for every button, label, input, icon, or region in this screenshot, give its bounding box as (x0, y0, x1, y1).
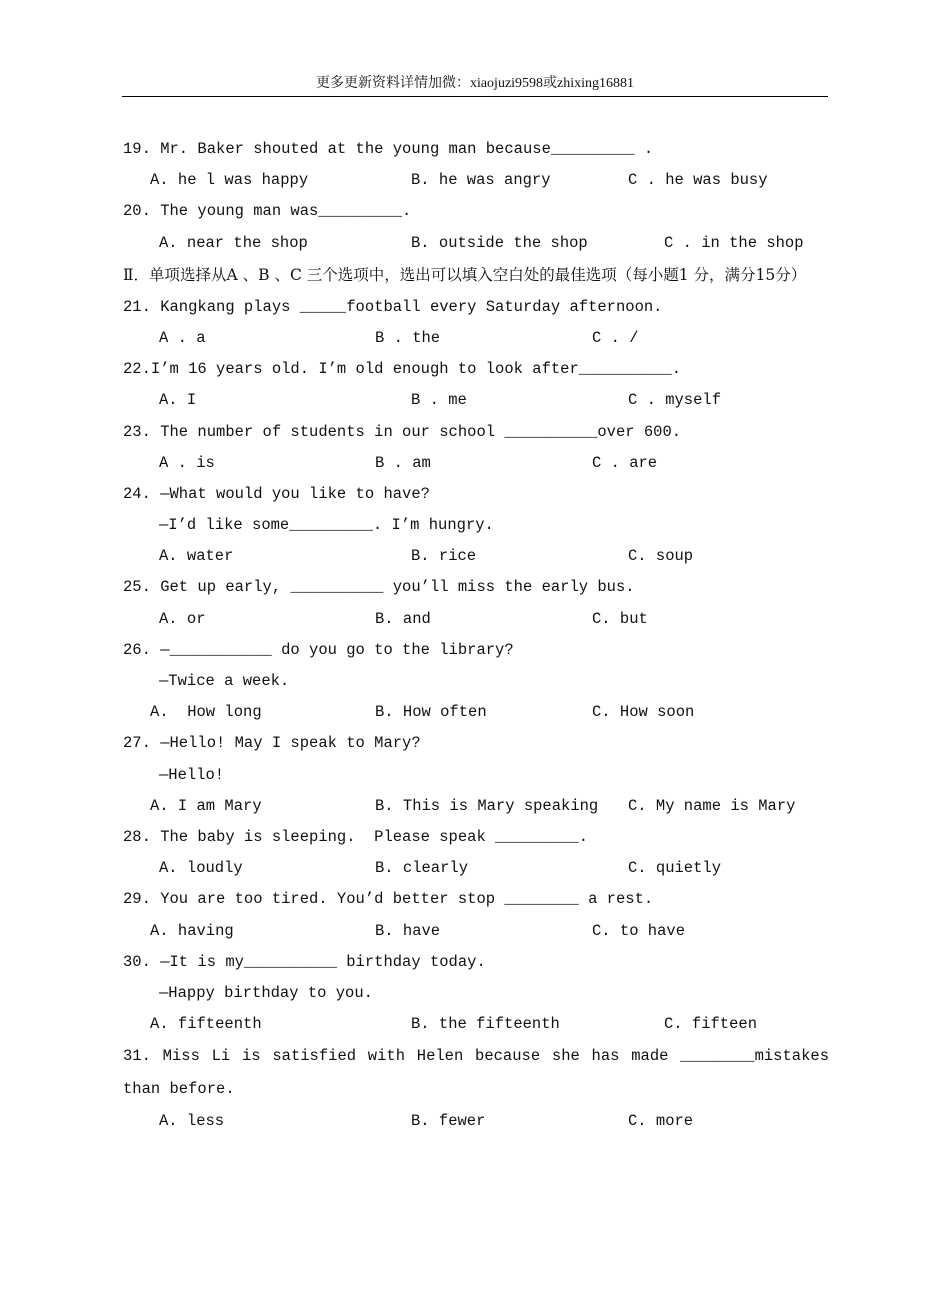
option-c: C. fifteen (664, 1015, 758, 1034)
options-29 (123, 916, 833, 947)
question-20: 20. The young man was_________. (123, 202, 412, 221)
option-a: A. How long (150, 703, 262, 722)
options-27 (123, 791, 833, 822)
options-19 (123, 165, 833, 196)
option-b: B. rice (411, 547, 477, 566)
option-b: B. This is Mary speaking (375, 796, 599, 815)
options-30 (123, 1009, 833, 1040)
question-23: 23. The number of students in our school __________over 600. (123, 422, 682, 441)
reply-24: —I’d like some_________. I’m hungry. (159, 516, 494, 535)
question-30: 30. —It is my__________ birthday today. (123, 952, 486, 971)
option-a: A. fifteenth (150, 1015, 262, 1034)
options-31 (123, 1106, 833, 1137)
options-23 (123, 448, 833, 479)
question-19: 19. Mr. Baker shouted at the young man because_________ . (123, 140, 654, 158)
option-a: A. or (159, 609, 206, 628)
option-c: C. quietly (628, 859, 722, 878)
option-b: B. and (375, 609, 431, 628)
option-c: C . in the shop (664, 233, 804, 252)
option-a: A . a (159, 328, 206, 347)
question-24: 24. —What would you like to have? (123, 484, 430, 503)
option-c: C. but (592, 609, 648, 628)
option-b: B. the fifteenth (411, 1015, 560, 1034)
option-a: A. having (150, 921, 234, 940)
option-b: B. How often (375, 703, 487, 722)
options-26 (123, 697, 833, 728)
question-26: 26. —___________ do you go to the library? (123, 640, 514, 659)
page-header: 更多更新资料详情加微：xiaojuzi9598或zhixing16881 (122, 72, 828, 97)
option-a: A. loudly (159, 859, 243, 878)
option-c: C. How soon (592, 703, 695, 722)
options-28 (123, 853, 833, 884)
option-a: A. I am Mary (150, 796, 262, 815)
options-21 (123, 323, 833, 354)
option-b: B. he was angry (411, 171, 551, 190)
option-c: C. to have (592, 921, 686, 940)
option-a: A. he l was happy (150, 171, 309, 190)
option-c: C . myself (628, 391, 722, 410)
option-a: A. less (159, 1112, 225, 1131)
options-24 (123, 541, 833, 572)
option-b: B . the (375, 328, 441, 347)
option-b: B . am (375, 453, 431, 472)
option-c: C . are (592, 453, 658, 472)
option-c: C . he was busy (628, 171, 768, 190)
options-20 (123, 228, 833, 259)
option-c: C . / (592, 328, 639, 347)
option-a: A. I (159, 391, 197, 410)
option-c: C. My name is Mary (628, 796, 796, 815)
question-22: 22.I’m 16 years old. I’m old enough to look after__________. (123, 360, 682, 379)
option-b: B. have (375, 921, 441, 940)
question-list (123, 134, 833, 1137)
reply-30: —Happy birthday to you. (159, 983, 373, 1002)
question-31: 31. Miss Li is satisfied with Helen because she has made ________mistakes than before. (123, 1047, 829, 1099)
option-c: C. soup (628, 547, 694, 566)
option-b: B. fewer (411, 1112, 486, 1131)
options-25 (123, 604, 833, 635)
question-21: 21. Kangkang plays _____football every Saturday afternoon. (123, 297, 663, 316)
reply-26: —Twice a week. (159, 672, 290, 690)
question-28: 28. The baby is sleeping. Please speak _________. (123, 827, 589, 846)
option-b: B. outside the shop (411, 233, 588, 252)
section-heading: Ⅱ．单项选择从A 、B 、C 三个选项中，选出可以填入空白处的最佳选项（每小题1 分，满分15分） (123, 265, 807, 284)
options-22 (123, 385, 833, 416)
question-29: 29. You are too tired. You’d better stop ________ a rest. (123, 890, 654, 909)
option-c: C. more (628, 1112, 694, 1131)
option-b: B. clearly (375, 859, 469, 878)
question-27: 27. —Hello! May I speak to Mary? (123, 734, 421, 753)
question-25: 25. Get up early, __________ you’ll miss the early bus. (123, 578, 635, 597)
option-a: A . is (159, 453, 215, 472)
reply-27: —Hello! (159, 765, 225, 784)
option-b: B . me (411, 391, 467, 410)
option-a: A. water (159, 547, 234, 566)
option-a: A. near the shop (159, 233, 308, 252)
